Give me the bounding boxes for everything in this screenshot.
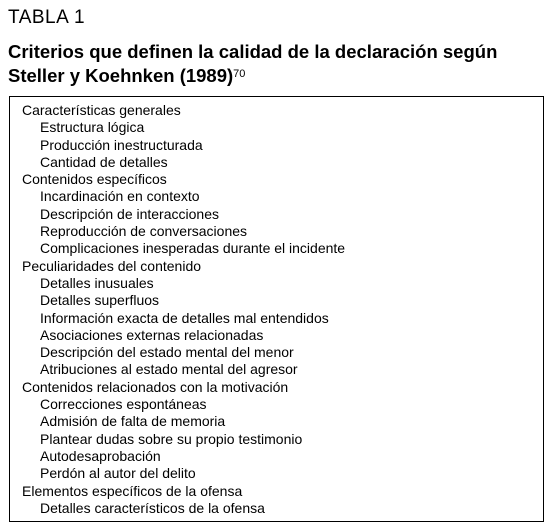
criterion-item: Estructura lógica [40,119,145,136]
criterion-item: Detalles inusuales [40,274,154,291]
section-title: Peculiaridades del contenido [22,257,202,274]
criterion-item: Plantear dudas sobre su propio testimonio [40,430,303,447]
criterion-item: Asociaciones externas relacionadas [40,326,264,343]
criterion-item: Perdón al autor del delito [40,465,196,482]
reference-superscript: 70 [233,68,246,80]
criterion-item: Descripción de interacciones [40,205,219,222]
criterion-item: Detalles característicos de la ofensa [40,499,265,516]
table-caption [8,40,544,88]
section-title: Elementos específicos de la ofensa [22,482,243,499]
criterion-item: Descripción del estado mental del menor [40,344,294,361]
criterion-item: Incardinación en contexto [40,188,200,205]
criterion-item: Autodesaprobación [40,447,161,464]
section-title: Características generales [22,102,181,118]
caption-text: Criterios que definen la calidad de la declaración según Steller y Koehnken (1989) [8,41,498,86]
criterion-item: Cantidad de detalles [40,153,168,170]
criteria-table-box [9,96,544,522]
criterion-item: Información exacta de detalles mal entendidos [40,309,329,326]
criterion-item: Correcciones espontáneas [40,396,207,413]
criterion-item: Atribuciones al estado mental del agresor [40,361,298,378]
criterion-item: Admisión de falta de memoria [40,413,226,430]
criterion-item: Producción inestructurada [40,136,203,153]
criterion-item: Complicaciones inesperadas durante el incidente [40,240,346,257]
section-title: Contenidos relacionados con la motivación [22,378,289,395]
table-label: TABLA 1 [8,7,86,28]
criterion-item: Reproducción de conversaciones [40,223,248,240]
section-title: Contenidos específicos [22,171,167,188]
criterion-item: Detalles superfluos [40,292,160,309]
